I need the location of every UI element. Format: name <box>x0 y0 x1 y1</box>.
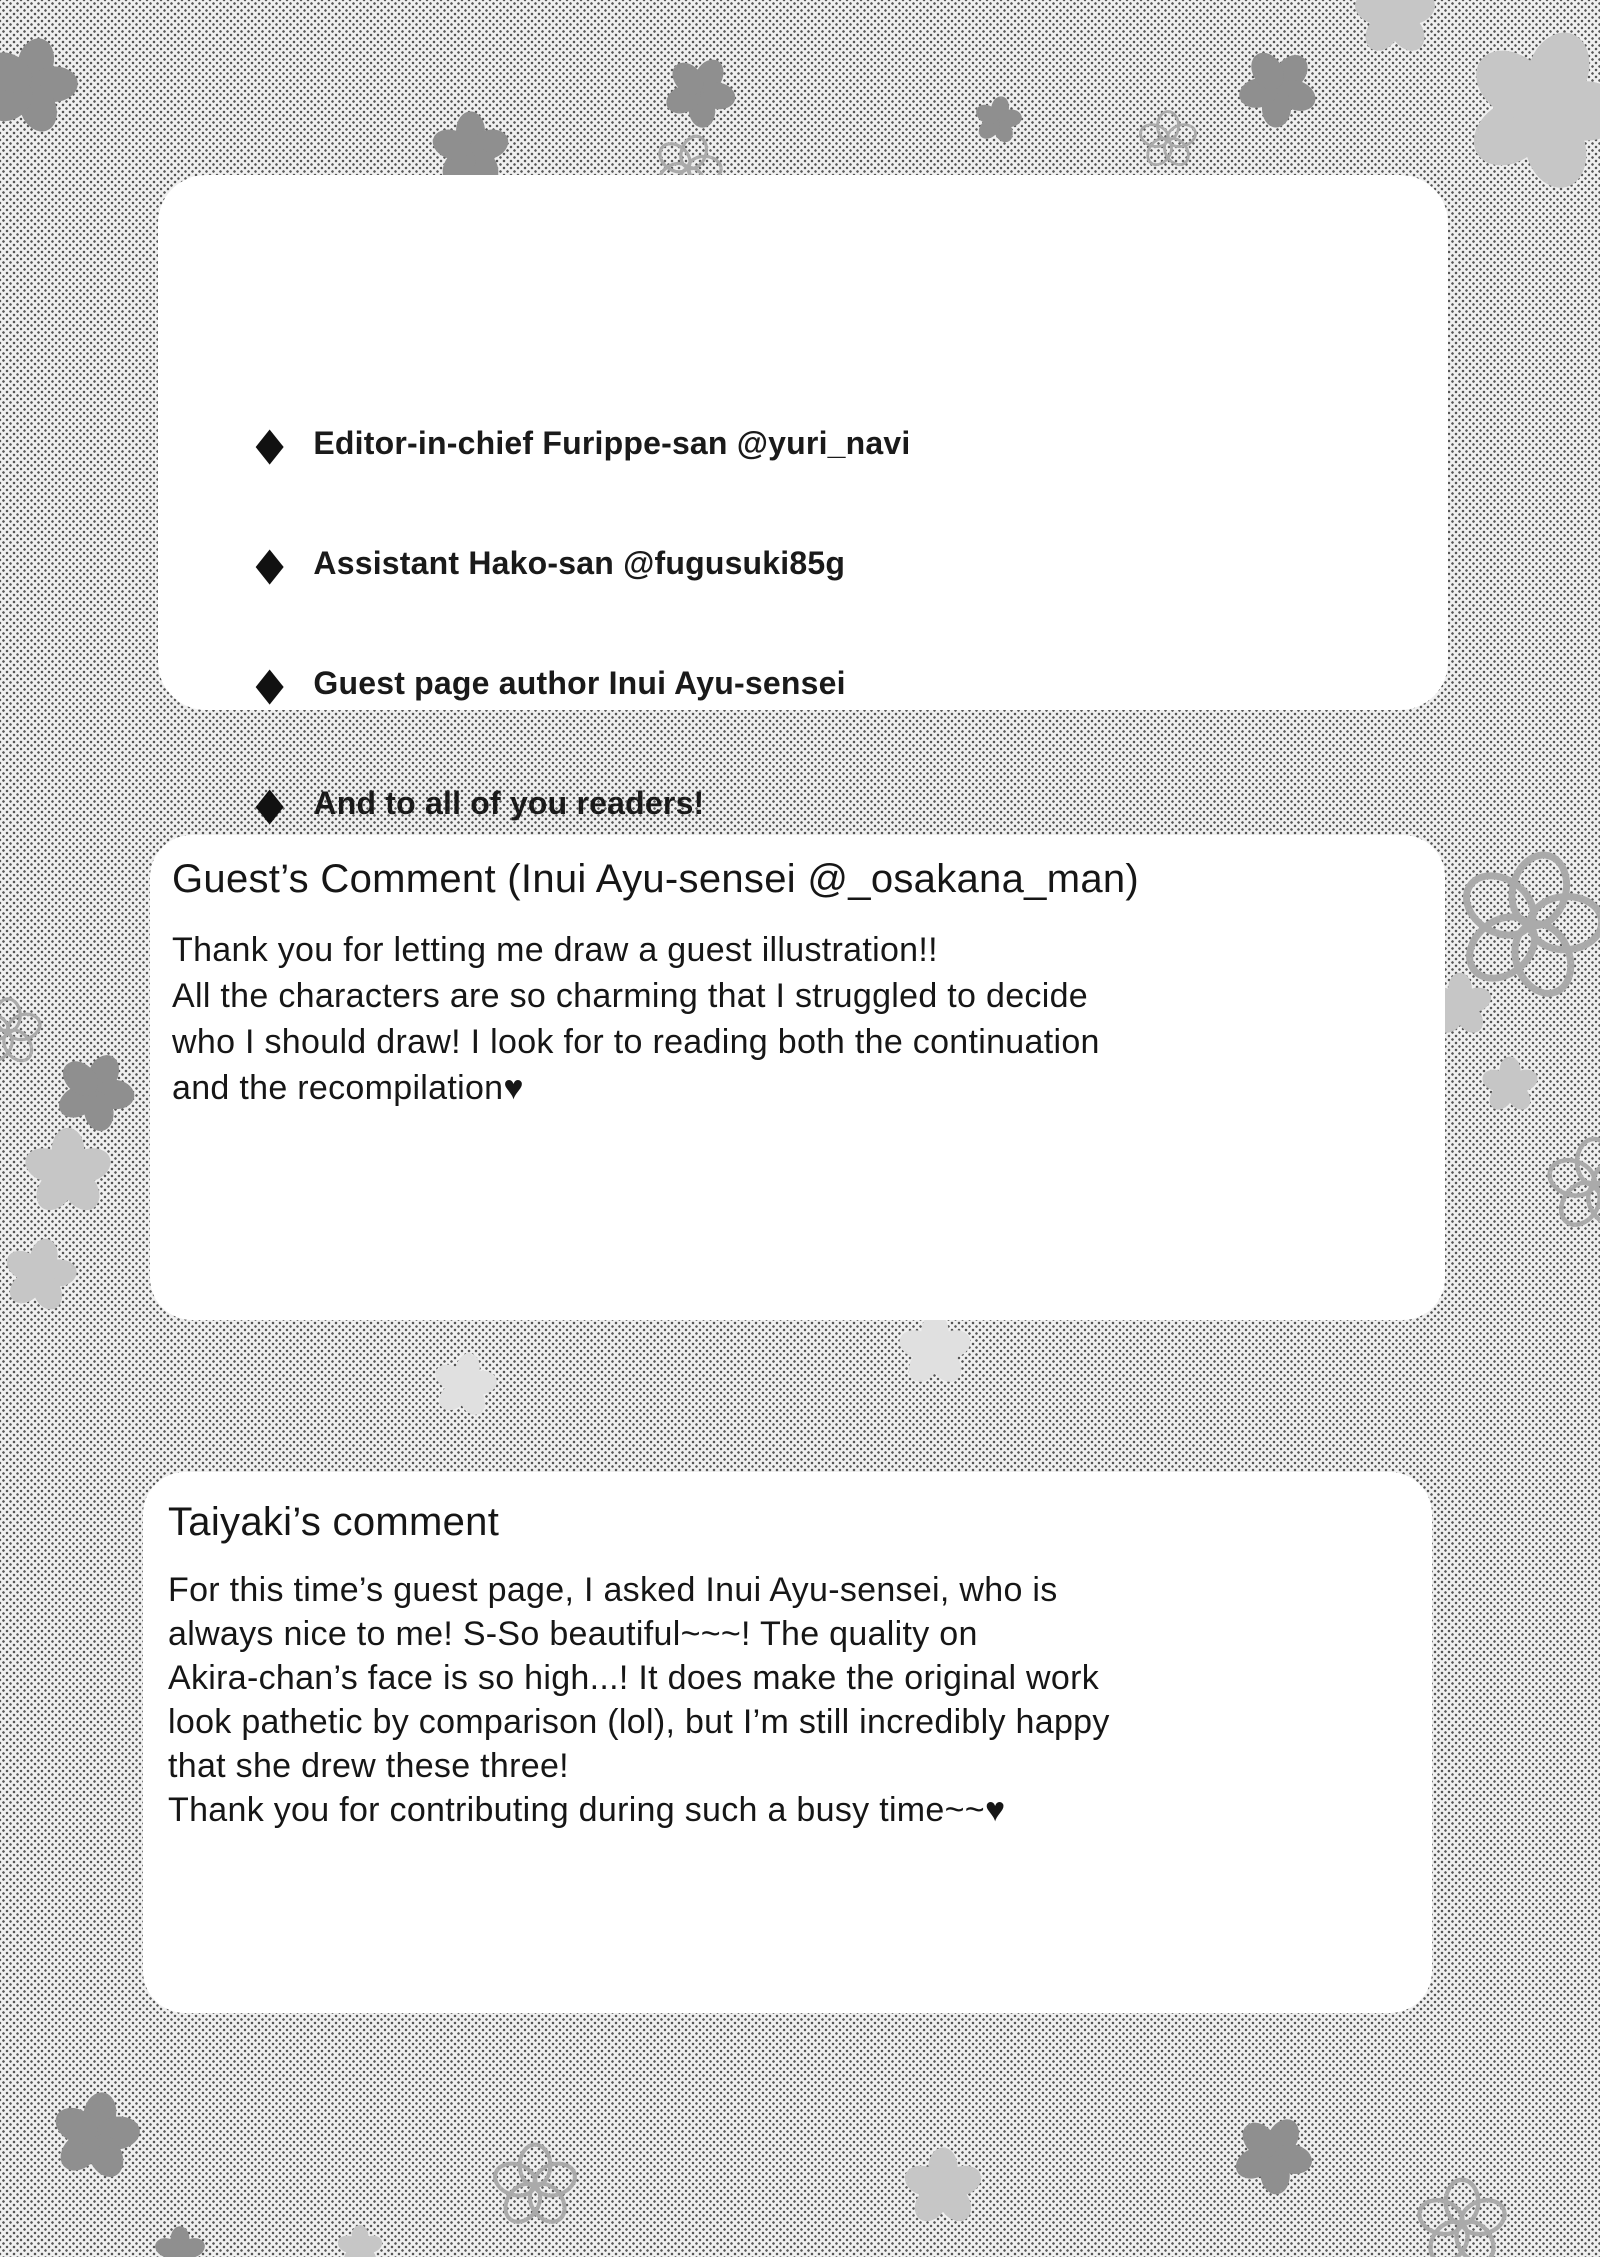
credit-row-editor <box>252 418 911 468</box>
flower-icon <box>490 2141 580 2231</box>
flower-icon <box>152 2224 208 2257</box>
guest-comment-body <box>172 927 1100 1111</box>
diamond-bullet-icon: ◆ <box>255 536 284 590</box>
comment-line: For this time’s guest page, I asked Inui Ayu-sensei, who is <box>168 1571 1058 1609</box>
credit-label: Guest page author Inui Ayu-sensei <box>313 665 846 701</box>
comment-line: All the characters are so charming that I struggled to decide <box>172 977 1088 1015</box>
credit-label: And to all of you readers! <box>313 785 705 821</box>
comment-line: Akira-chan’s face is so high...! It does make the original work <box>168 1659 1100 1697</box>
flower-icon <box>1350 0 1440 60</box>
flower-icon <box>900 2144 986 2230</box>
diamond-bullet-icon: ◆ <box>255 656 284 710</box>
guest-comment-panel <box>150 835 1445 1320</box>
flower-icon <box>1432 0 1600 222</box>
flower-icon <box>0 21 94 150</box>
comment-line: who I should draw! I look for to reading both the continuation <box>172 1023 1100 1061</box>
diamond-bullet-icon: ◆ <box>255 776 284 830</box>
comment-line: that she drew these three! <box>168 1747 569 1785</box>
comment-line: Thank you for contributing during such a busy time~~♥ <box>168 1791 1006 1829</box>
credit-label: Editor-in-chief Furippe-san @yuri_navi <box>313 425 911 461</box>
flower-icon <box>424 1344 505 1425</box>
flower-icon <box>968 90 1028 150</box>
credit-row-readers <box>252 778 704 828</box>
flower-icon <box>0 996 44 1068</box>
flower-icon <box>0 1228 87 1323</box>
flower-icon <box>1544 1135 1600 1235</box>
flower-icon <box>40 2080 151 2191</box>
flower-icon <box>1479 1054 1541 1116</box>
flower-icon <box>895 1310 975 1390</box>
credit-row-assistant <box>252 538 845 588</box>
credit-row-guest-author <box>252 658 846 708</box>
flower-icon <box>1414 2176 1510 2257</box>
comment-line: and the recompilation♥ <box>172 1069 524 1107</box>
taiyaki-comment-body <box>168 1568 1110 1832</box>
flower-icon <box>335 2223 385 2257</box>
flower-icon <box>1217 27 1338 148</box>
taiyaki-comment-panel <box>143 1472 1432 2013</box>
comment-line: Thank you for letting me draw a guest illustration!! <box>172 931 938 969</box>
flower-icon <box>1137 109 1199 171</box>
comment-line: look pathetic by comparison (lol), but I’m still incredibly happy <box>168 1703 1110 1741</box>
comment-line: always nice to me! S-So beautiful~~~! The quality on <box>168 1615 978 1653</box>
taiyaki-comment-title: Taiyaki’s comment <box>168 1500 500 1544</box>
flower-icon <box>1214 2096 1331 2213</box>
credits-panel <box>158 175 1448 830</box>
flower-icon <box>20 1124 116 1220</box>
guest-comment-title: Guest’s Comment (Inui Ayu-sensei @_osakana_man) <box>172 857 1140 901</box>
credit-label: Assistant Hako-san @fugusuki85g <box>313 545 846 581</box>
diamond-bullet-icon: ◆ <box>255 416 284 470</box>
